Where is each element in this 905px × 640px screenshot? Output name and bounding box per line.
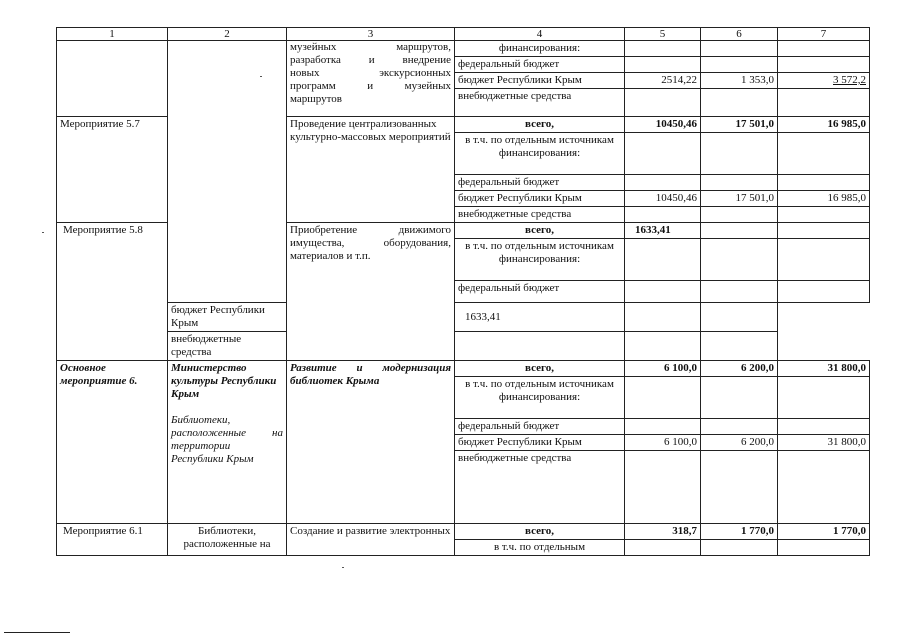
total-value: 17 501,0 bbox=[701, 117, 778, 133]
measure-desc: Проведение централизованных культурно-массовых мероприятий bbox=[287, 117, 455, 223]
total-value: 16 985,0 bbox=[778, 117, 870, 133]
table-row bbox=[57, 303, 870, 332]
source-label: внебюджетные средства bbox=[455, 207, 625, 223]
source-label: федеральный бюджет bbox=[455, 175, 625, 191]
value-cell: 31 800,0 bbox=[778, 435, 870, 451]
executor-cell bbox=[168, 361, 287, 524]
header-col-3: 3 bbox=[287, 28, 455, 41]
executor-main: Министерство культуры Республики Крым bbox=[171, 362, 277, 400]
value-cell: 3 572,2 bbox=[778, 73, 870, 89]
total-value: 318,7 bbox=[625, 524, 701, 540]
source-label: в т.ч. по отдельным источникам финансирования: bbox=[455, 377, 625, 419]
table-row bbox=[57, 332, 870, 361]
measure-name-cell: Мероприятие 5.8 bbox=[57, 223, 168, 361]
table-row bbox=[57, 41, 870, 57]
value-cell: 6 100,0 bbox=[625, 435, 701, 451]
measure-name-cell: Мероприятие 5.7 bbox=[57, 117, 168, 223]
executor-sub: Библиотеки, расположенные на территории Республики Крым bbox=[171, 414, 283, 465]
total-label: всего, bbox=[455, 361, 625, 377]
value-cell: 6 200,0 bbox=[701, 435, 778, 451]
header-col-5: 5 bbox=[625, 28, 701, 41]
scan-speck bbox=[42, 232, 44, 233]
measure-desc: музейных маршрутов, разработка и внедрение новых экскурсионных программ и музейных маршрутов bbox=[287, 41, 455, 117]
total-value: 1633,41 bbox=[625, 223, 701, 239]
footer-rule bbox=[4, 632, 70, 633]
value-cell: 2514,22 bbox=[625, 73, 701, 89]
total-label: всего, bbox=[455, 117, 625, 133]
value-cell: 17 501,0 bbox=[701, 191, 778, 207]
table-row bbox=[57, 524, 870, 540]
source-label: бюджет Республики Крым bbox=[455, 435, 625, 451]
source-label: внебюджетные средства bbox=[455, 89, 625, 117]
value-cell: 1633,41 bbox=[455, 303, 625, 332]
header-col-1: 1 bbox=[57, 28, 168, 41]
value-cell: 10450,46 bbox=[625, 191, 701, 207]
total-label: всего, bbox=[455, 524, 625, 540]
source-label: бюджет Республики Крым bbox=[168, 303, 287, 332]
source-label: федеральный бюджет bbox=[455, 281, 625, 303]
value-cell: 1 353,0 bbox=[701, 73, 778, 89]
executor-cell: Библиотеки, расположенные на bbox=[168, 524, 287, 556]
measure-name-cell bbox=[57, 41, 168, 117]
table-row bbox=[57, 361, 870, 377]
executor-cell bbox=[168, 41, 287, 303]
source-label: федеральный бюджет bbox=[455, 57, 625, 73]
source-label: финансирования: bbox=[455, 41, 625, 57]
total-label: всего, bbox=[455, 223, 625, 239]
total-value: 10450,46 bbox=[625, 117, 701, 133]
source-label: в т.ч. по отдельным источникам финансирования: bbox=[455, 133, 625, 175]
header-col-2: 2 bbox=[168, 28, 287, 41]
source-label: внебюджетные средства bbox=[455, 451, 625, 524]
total-value: 31 800,0 bbox=[778, 361, 870, 377]
measure-desc: Создание и развитие электронных bbox=[287, 524, 455, 556]
measure-name-cell: Основное мероприятие 6. bbox=[57, 361, 168, 524]
measure-desc: Приобретение движимого имущества, оборудования, материалов и т.п. bbox=[287, 223, 455, 361]
source-label: внебюджетные средства bbox=[168, 332, 287, 361]
header-col-7: 7 bbox=[778, 28, 870, 41]
total-value: 1 770,0 bbox=[701, 524, 778, 540]
budget-table bbox=[56, 27, 870, 556]
measure-desc: Развитие и модернизация библиотек Крыма bbox=[287, 361, 455, 524]
measure-name-cell: Мероприятие 6.1 bbox=[57, 524, 168, 556]
source-label: федеральный бюджет bbox=[455, 419, 625, 435]
header-col-6: 6 bbox=[701, 28, 778, 41]
value-cell: 16 985,0 bbox=[778, 191, 870, 207]
total-value: 6 200,0 bbox=[701, 361, 778, 377]
scan-speck bbox=[342, 567, 344, 568]
total-value: 1 770,0 bbox=[778, 524, 870, 540]
source-label: в т.ч. по отдельным источникам финансирования: bbox=[455, 239, 625, 281]
total-value: 6 100,0 bbox=[625, 361, 701, 377]
header-col-4: 4 bbox=[455, 28, 625, 41]
scan-speck bbox=[260, 76, 262, 77]
source-label: бюджет Республики Крым bbox=[455, 73, 625, 89]
source-label: бюджет Республики Крым bbox=[455, 191, 625, 207]
header-row bbox=[57, 28, 870, 41]
source-label: в т.ч. по отдельным bbox=[455, 540, 625, 556]
